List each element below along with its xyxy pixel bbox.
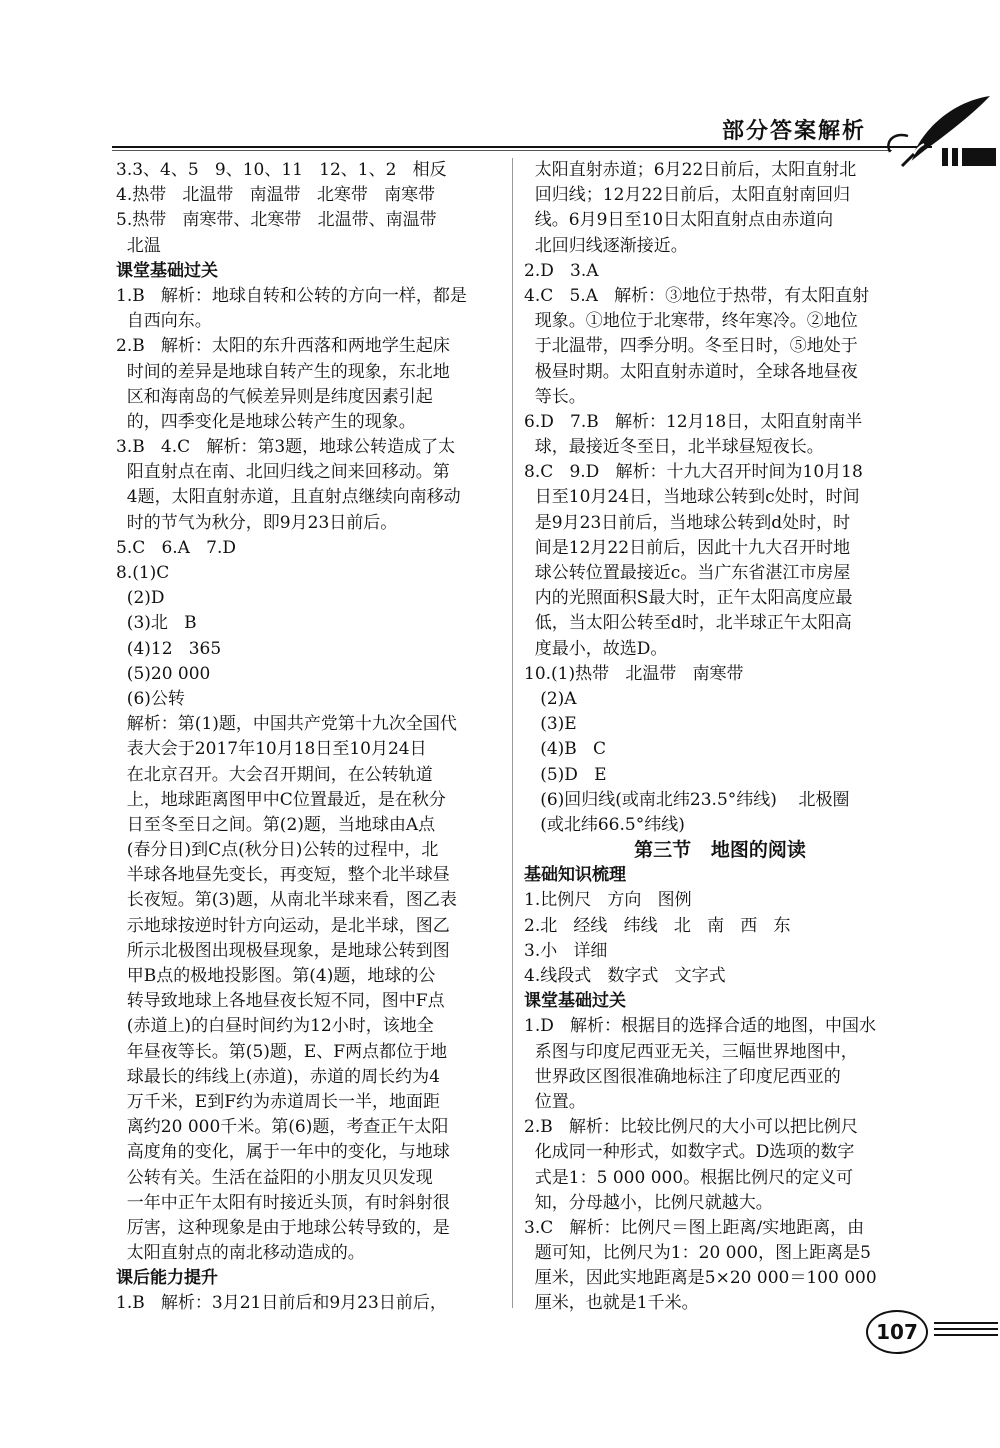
text-line: 半球各地昼先变长，再变短，整个北半球昼	[116, 865, 450, 886]
left-column	[116, 158, 506, 1317]
text-line: 厘米，也就是1千米。	[524, 1293, 699, 1314]
text-line: 高度角的变化，属于一年中的变化，与地球	[116, 1142, 450, 1163]
text-line: 知，分母越小，比例尺就越大。	[524, 1192, 773, 1213]
text-line: 间是12月22日前后，因此十九大召开时地	[524, 537, 851, 558]
text-line: (3)E	[524, 714, 577, 735]
text-line: 北回归线逐渐接近。	[524, 235, 688, 256]
text-line: 长夜短。第(3)题，从南北半球来看，图乙表	[116, 890, 457, 911]
text-line: 示地球按逆时针方向运动，是北半球，图乙	[116, 915, 450, 936]
header-rule	[112, 146, 932, 148]
page-number-area	[866, 1310, 928, 1354]
text-line: 时间的差异是地球自转产生的现象，东北地	[116, 361, 450, 382]
text-line: 1.比例尺 方向 图例	[524, 890, 692, 911]
text-line: 于北温带，四季分明。冬至日时，⑤地处于	[524, 336, 858, 357]
text-line: 式是1：5 000 000。根据比例尺的定义可	[524, 1167, 854, 1188]
section-heading: 课堂基础过关	[524, 991, 626, 1012]
text-line: 北温	[116, 235, 161, 256]
text-line: 日至冬至日之间。第(2)题，当地球由A点	[116, 814, 436, 835]
column-divider	[512, 158, 513, 1308]
section-heading: 课堂基础过关	[116, 260, 218, 281]
text-line: 区和海南岛的气候差异则是纬度因素引起	[116, 386, 433, 407]
text-line: 极昼时期。太阳直射赤道时，全球各地昼夜	[524, 361, 858, 382]
text-line: (3)北 B	[116, 613, 197, 634]
text-line: 年昼夜等长。第(5)题，E、F两点都位于地	[116, 1041, 448, 1062]
text-line: 解析：第(1)题，中国共产党第十九次全国代	[116, 714, 457, 735]
text-line: 万千米，E到F约为赤道周长一半，地面距	[116, 1091, 441, 1112]
text-line: 度最小，故选D。	[524, 638, 668, 659]
text-line: (赤道上)的白昼时间约为12小时，该地全	[116, 1016, 434, 1037]
text-line: 3.3、4、5 9、10、11 12、1、2 相反	[116, 160, 447, 180]
text-line: 厘米，因此实地距离是5×20 000＝100 000	[524, 1268, 877, 1289]
text-line: 公转有关。生活在益阳的小朋友贝贝发现	[116, 1167, 433, 1188]
text-line: 低，当太阳公转至d时，北半球正午太阳高	[524, 613, 852, 634]
text-line: 2.B 解析：比较比例尺的大小可以把比例尺	[524, 1117, 858, 1138]
section-heading: 基础知识梳理	[524, 865, 626, 886]
text-line: (2)A	[524, 688, 577, 709]
text-line: 5.C 6.A 7.D	[116, 537, 236, 558]
right-column	[524, 158, 916, 1317]
text-line: (4)12 365	[116, 638, 222, 659]
text-line: 太阳直射赤道；6月22日前后，太阳直射北	[524, 160, 857, 180]
text-line: 日至10月24日，当地球公转到c处时，时间	[524, 487, 860, 508]
text-line: 自西向东。	[116, 311, 212, 332]
text-line: 8.C 9.D 解析：十九大召开时间为10月18	[524, 462, 863, 483]
section-heading: 课后能力提升	[116, 1268, 218, 1289]
text-line: 线。6月9日至10日太阳直射点由赤道向	[524, 210, 834, 231]
text-line: (6)公转	[116, 688, 185, 709]
text-line: 2.北 经线 纬线 北 南 西 东	[524, 915, 791, 936]
text-line: 球最长的纬线上(赤道)，赤道的周长约为4	[116, 1066, 440, 1087]
text-line: 表大会于2017年10月18日至10月24日	[116, 739, 427, 760]
text-line: 4题，太阳直射赤道，且直射点继续向南移动	[116, 487, 461, 508]
text-line: 3.小 详细	[524, 940, 608, 961]
text-line: 3.C 解析：比例尺＝图上距离/实地距离，由	[524, 1217, 865, 1238]
text-line: (6)回归线(或南北纬23.5°纬线) 北极圈	[524, 789, 850, 810]
text-line: (5)D E	[524, 764, 607, 785]
text-line: 离约20 000千米。第(6)题，考查正午太阳	[116, 1117, 449, 1138]
text-line: 化成同一种形式，如数字式。D选项的数字	[524, 1142, 855, 1163]
text-line: 位置。	[524, 1091, 586, 1112]
text-line: 甲B点的极地投影图。第(4)题，地球的公	[116, 966, 436, 986]
text-line: (5)20 000	[116, 663, 211, 684]
text-line: 所示北极图出现极昼现象，是地球公转到图	[116, 940, 450, 961]
text-line: 2.B 解析：太阳的东升西落和两地学生起床	[116, 336, 450, 357]
chapter-title: 第三节 地图的阅读	[634, 839, 806, 862]
text-line: 2.D 3.A	[524, 260, 599, 281]
text-line: 是9月23日前后，当地球公转到d处时，时	[524, 512, 851, 533]
text-line: 在北京召开。大会召开期间，在公转轨道	[116, 764, 433, 785]
text-line: 3.B 4.C 解析：第3题，地球公转造成了太	[116, 437, 456, 458]
text-line: 1.B 解析：地球自转和公转的方向一样，都是	[116, 285, 467, 306]
text-line: 4.C 5.A 解析：③地位于热带，有太阳直射	[524, 285, 870, 306]
text-line: 回归线；12月22日前后，太阳直射南回归	[524, 185, 851, 206]
text-line: 世界政区图很准确地标注了印度尼西亚的	[524, 1066, 841, 1087]
text-line: 的，四季变化是地球公转产生的现象。	[116, 411, 416, 432]
text-line: 5.热带 南寒带、北寒带 北温带、南温带	[116, 210, 437, 231]
text-line: 转导致地球上各地昼夜长短不同，图中F点	[116, 991, 445, 1012]
text-line: 系图与印度尼西亚无关，三幅世界地图中，	[524, 1041, 858, 1062]
text-line: 1.D 解析：根据目的选择合适的地图，中国水	[524, 1016, 877, 1037]
page-number-rules	[934, 1322, 998, 1340]
text-line: 上，地球距离图甲中C位置最近，是在秋分	[116, 789, 446, 810]
text-line: 8.(1)C	[116, 563, 170, 583]
text-line: 1.B 解析：3月21日前后和9月23日前后，	[116, 1293, 447, 1314]
text-line: 球公转位置最接近c。当广东省湛江市房屋	[524, 563, 851, 583]
text-line: 厉害，这种现象是由于地球公转导致的，是	[116, 1217, 450, 1238]
text-line: 4.线段式 数字式 文字式	[524, 966, 726, 986]
text-line: 一年中正午太阳有时接近头顶，有时斜射很	[116, 1192, 450, 1213]
text-line: 太阳直射点的南北移动造成的。	[116, 1243, 365, 1264]
text-line: 4.热带 北温带 南温带 北寒带 南寒带	[116, 185, 436, 206]
text-line: (2)D	[116, 588, 165, 609]
text-line: 阳直射点在南、北回归线之间来回移动。第	[116, 462, 450, 483]
text-line: 时的节气为秋分，即9月23日前后。	[116, 512, 398, 533]
text-line: 内的光照面积S最大时，正午太阳高度应最	[524, 588, 853, 609]
text-line: 10.(1)热带 北温带 南寒带	[524, 663, 744, 684]
page-number: 107	[866, 1310, 928, 1354]
header-title: 部分答案解析	[722, 119, 867, 144]
text-line: 现象。①地位于北寒带，终年寒冷。②地位	[524, 311, 858, 332]
text-line: (或北纬66.5°纬线)	[524, 814, 685, 835]
text-line: (4)B C	[524, 739, 607, 760]
header-rule-thin	[112, 150, 892, 151]
text-line: (春分日)到C点(秋分日)公转的过程中，北	[116, 840, 439, 861]
text-line: 等长。	[524, 386, 586, 407]
text-line: 6.D 7.B 解析：12月18日，太阳直射南半	[524, 411, 863, 432]
text-line: 球，最接近冬至日，北半球昼短夜长。	[524, 437, 824, 458]
text-line: 题可知，比例尺为1：20 000，图上距离是5	[524, 1243, 871, 1264]
